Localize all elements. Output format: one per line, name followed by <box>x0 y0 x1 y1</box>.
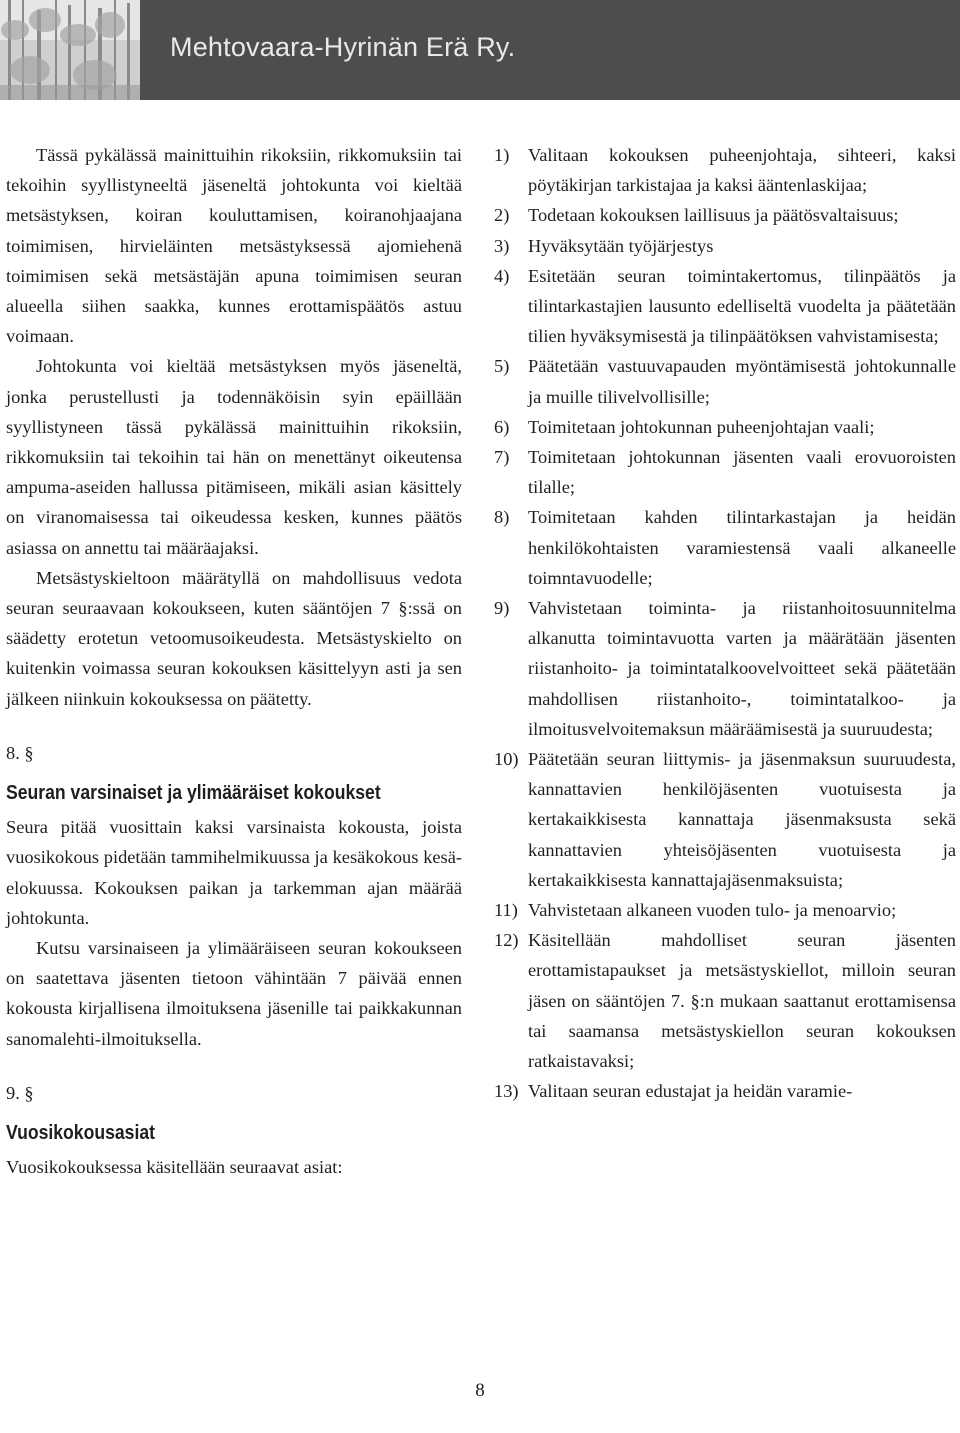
item-text: Vahvistetaan alkaneen vuoden tulo- ja menoarvio; <box>528 900 897 921</box>
item-number: 10) <box>494 749 519 770</box>
item-text: Toimitetaan johtokunnan puheenjohtajan vaali; <box>528 416 875 437</box>
list-item <box>494 261 956 352</box>
item-number: 5) <box>494 356 510 377</box>
paragraph: Metsästyskieltoon määrätyllä on mahdollisuus vedota seuran seuraavaan kokoukseen, kuten sääntöjen 7 §:ssä on säädetty erotetun vetoomusoikeudesta. Metsästyskielto on kuitenkin voimassa seuran kokouksen käsittelyyn asti ja sen jälkeen niinkuin kokouksessa on päätetty. <box>6 567 462 709</box>
organization-title: Mehtovaara-Hyrinän Erä Ry. <box>170 32 516 62</box>
paragraph: Kutsu varsinaiseen ja ylimääräiseen seuran kokoukseen on saatettava jäsenten tietoon vähintään 7 päivää ennen kokousta kirjallisena ilmoituksena jäsenille tai paikkakunnan sanomalehti-ilmoituksella. <box>6 938 462 1049</box>
item-number: 1) <box>494 145 510 165</box>
item-text: Toimitetaan johtokunnan jäsenten vaali erovuoroisten tilalle; <box>528 447 956 498</box>
item-number: 7) <box>494 447 510 468</box>
section-number: 8. § <box>6 742 34 763</box>
section-heading: Vuosikokousasiat <box>6 1122 156 1145</box>
list-item <box>494 442 956 502</box>
list-item <box>494 412 956 442</box>
agenda-list <box>494 140 956 1107</box>
item-text: Hyväksytään työjärjestys <box>528 235 714 256</box>
forest-photo <box>0 0 140 100</box>
item-number: 6) <box>494 416 510 437</box>
item-number: 12) <box>494 930 519 951</box>
item-number: 4) <box>494 265 510 286</box>
list-item <box>494 593 956 744</box>
item-number: 2) <box>494 205 510 226</box>
item-text: Valitaan kokouksen puheenjohtaja, sihteeri, kaksi pöytäkirjan tarkistajaa ja kaksi ääntenlaskijaa; <box>528 145 956 196</box>
list-item <box>494 231 956 261</box>
item-number: 9) <box>494 598 510 619</box>
right-column <box>494 140 956 1107</box>
item-number: 13) <box>494 1081 519 1102</box>
item-text: Esitetään seuran toimintakertomus, tilinpäätös ja tilintarkastajien lausunto edelliseltä vuodelta ja päätetään tilien hyväksymisestä ja tilinpäätöksen vahvistamisesta; <box>528 265 956 347</box>
item-number: 8) <box>494 507 510 528</box>
item-number: 3) <box>494 235 510 256</box>
page-header <box>0 0 960 100</box>
item-text: Todetaan kokouksen laillisuus ja päätösvaltaisuus; <box>528 205 899 226</box>
item-text: Vahvistetaan toiminta- ja riistanhoitosuunnitelma alkanutta toimintavuotta varten ja määrätään jäsenten riistanhoito- ja toimintatalkoovelvoitteet sekä päätetään mahdollisen riistanhoito-, toimintatalkoo- ja ilmoitusvelvoitemaksun määräämisestä ja suuruudesta; <box>528 598 956 739</box>
list-item <box>494 351 956 411</box>
item-text: Valitaan seuran edustajat ja heidän varamie- <box>528 1081 853 1102</box>
list-item <box>494 744 956 895</box>
list-item <box>494 200 956 230</box>
paragraph: Tässä pykälässä mainittuihin rikoksiin, rikkomuksiin tai tekoihin syyllistyneeltä jäseneltä johtokunta voi kieltää metsästyksen, koiran kouluttamisen, koiranohjaajana toimimisen, hirvieläinten metsästyksessä ajomiehenä toimimisen sekä metsästäjän apuna toimimisen seuran alueella siihen saakka, kunnes erottamispäätös astuu voimaan. <box>6 145 462 347</box>
item-number: 11) <box>494 900 518 921</box>
list-item <box>494 925 956 1076</box>
section-number: 9. § <box>6 1082 34 1103</box>
item-text: Käsitellään mahdolliset seuran jäsenten erottamistapaukset ja metsästyskiellot, milloin seuran jäsen on sääntöjen 7. §:n mukaan saattanut erottamisensa tai saamansa metsästyskiellon seuran kokouksen ratkaistavaksi; <box>528 930 956 1072</box>
left-column <box>6 140 462 1183</box>
item-text: Päätetään seuran liittymis- ja jäsenmaksun suuruudesta, kannattavien henkilöjäsenten vuotuisesta ja kertakaikkisesta kannattaja jäsenmaksusta sekä kannattavien yhteisöjäsenten vuotuisesta ja kertakaikkisesta kannattajajäsenmaksuista; <box>528 749 956 890</box>
list-item <box>494 502 956 593</box>
paragraph: Seura pitää vuosittain kaksi varsinaista kokousta, joista vuosikokous pidetään tammihelmikuussa ja kesäkokous kesä-elokuussa. Kokouksen paikan ja tarkemman ajan määrää johtokunta. <box>6 817 462 928</box>
list-item <box>494 895 956 925</box>
list-item <box>494 1076 956 1106</box>
paragraph: Vuosikokouksessa käsitellään seuraavat asiat: <box>6 1157 343 1178</box>
paragraph: Johtokunta voi kieltää metsästyksen myös jäseneltä, jonka perustellusti ja todennäköisin syin epäillään syyllistyneen tässä pykälässä mainittuihin rikoksiin, rikkomuksiin tai tekoihin tai hän on menettänyt oikeutensa ampuma-aseiden hallussa pitämiseen, mikäli asian käsittely on viranomaisessa tai oikeudessa kesken, kunnes päätös asiassa on annettu tai määräajaksi. <box>6 356 462 558</box>
item-text: Toimitetaan kahden tilintarkastajan ja heidän henkilökohtaisten varamiestensä vaali alkaneelle toimntavuodelle; <box>528 507 956 588</box>
list-item <box>494 140 956 200</box>
item-text: Päätetään vastuuvapauden myöntämisestä johtokunnalle ja muille tilivelvollisille; <box>528 356 956 407</box>
page-number: 8 <box>475 1380 485 1401</box>
section-heading: Seuran varsinaiset ja ylimääräiset kokoukset <box>6 782 381 805</box>
